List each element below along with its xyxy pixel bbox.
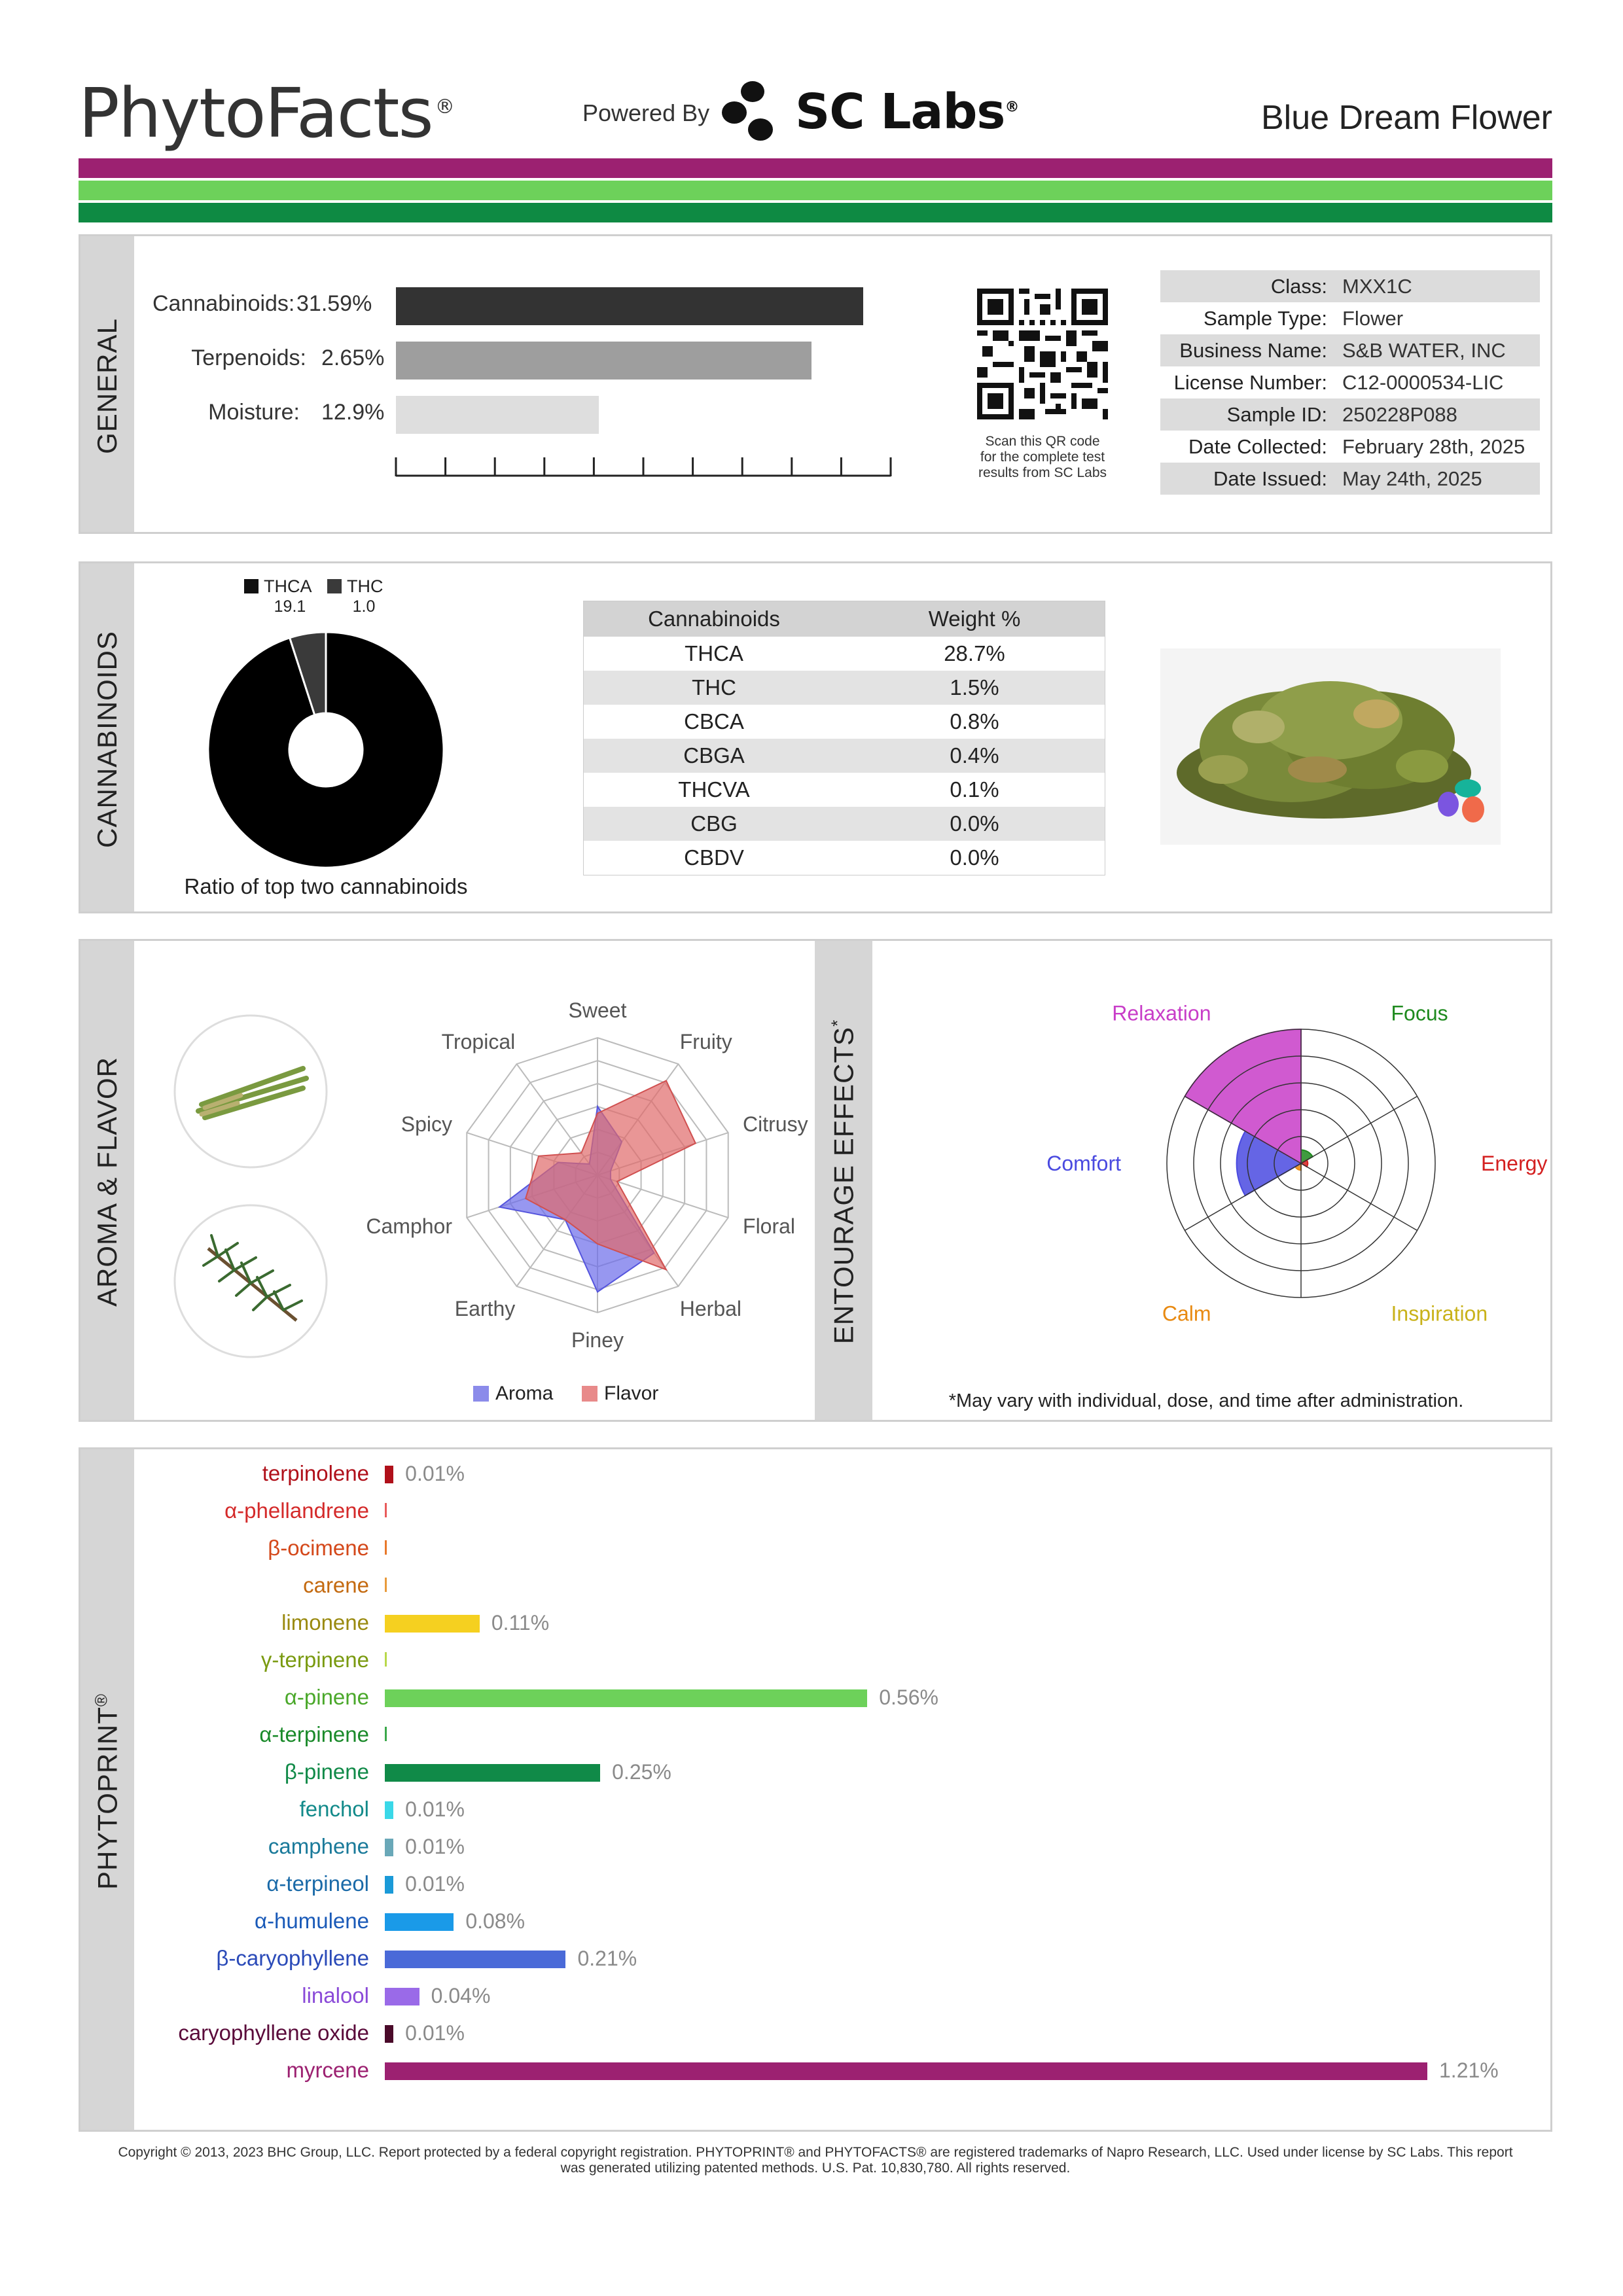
legend-label-thca: THCA — [264, 576, 312, 596]
legend-label-flavor: Flavor — [604, 1383, 659, 1404]
ratio-caption: Ratio of top two cannabinoids — [184, 874, 468, 898]
sc-labs-wordmark — [795, 84, 1018, 140]
terpenoids-bar — [396, 342, 812, 380]
terpene-name: α-humulene — [254, 1909, 369, 1933]
terpene-value-label: 0.01% — [405, 1835, 465, 1858]
moisture-label: Moisture: — [208, 400, 300, 425]
terpene-bar — [385, 1876, 393, 1894]
brand-logo — [79, 73, 454, 153]
terpene-value-label: 0.21% — [577, 1947, 637, 1970]
radar-series-flavor — [526, 1081, 696, 1270]
table-header-weight: Weight % — [928, 607, 1021, 631]
general-section-label: GENERAL — [92, 318, 122, 454]
cannabinoids-panel — [79, 561, 1552, 913]
terpene-name: limonene — [281, 1610, 369, 1634]
phytoprint-label-mark: ® — [91, 1693, 111, 1707]
terpene-name: terpinolene — [262, 1461, 369, 1485]
cannabinoids-sidebar — [80, 563, 134, 911]
terpene-bar — [385, 1615, 480, 1633]
info-value: February 28th, 2025 — [1342, 435, 1525, 458]
aroma-section-label: AROMA & FLAVOR — [92, 1057, 122, 1307]
terpene-name: β-pinene — [284, 1759, 369, 1784]
qr-code-icon[interactable] — [977, 289, 1108, 419]
info-value: Flower — [1342, 307, 1404, 330]
radar-axis-label: Herbal — [679, 1296, 742, 1320]
terpene-name: α-phellandrene — [224, 1498, 369, 1523]
terpene-name: caryophyllene oxide — [178, 2021, 369, 2045]
lemongrass-icon — [172, 1013, 329, 1170]
table-row — [584, 841, 1105, 875]
cannabinoids-value: 31.59% — [296, 291, 372, 316]
brand-mark: ® — [435, 96, 454, 119]
legend-label-aroma: Aroma — [495, 1383, 554, 1404]
terpene-name: α-terpinene — [259, 1722, 369, 1746]
polar-axis-label: Energy — [1481, 1152, 1548, 1175]
legend-label-thc: THC — [347, 576, 383, 596]
table-cell-weight: 0.0% — [950, 811, 999, 836]
pine-needles-icon — [172, 1203, 329, 1360]
table-row — [584, 739, 1105, 773]
entourage-polar-chart — [951, 980, 1548, 1347]
table-cell-weight: 1.5% — [950, 675, 999, 699]
terpene-bar — [385, 1540, 387, 1555]
polar-axis-label: Inspiration — [1391, 1301, 1488, 1326]
table-cell-name: THC — [692, 675, 736, 699]
cannabinoids-label: Cannabinoids: — [152, 291, 295, 316]
info-value: MXX1C — [1342, 275, 1412, 298]
terpene-name: γ-terpinene — [260, 1648, 369, 1672]
terpene-bar — [385, 1727, 387, 1741]
table-row — [584, 671, 1105, 705]
terpene-bar — [385, 2062, 1427, 2080]
cannabinoids-bar — [396, 287, 863, 325]
entourage-footnote: *May vary with individual, dose, and time after administration. — [948, 1390, 1464, 1411]
table-header-row — [584, 601, 1105, 637]
terpenoids-label: Terpenoids: — [191, 345, 306, 370]
info-key: Business Name: — [1179, 339, 1327, 362]
terpene-bar — [385, 1578, 387, 1592]
table-cell-name: CBDV — [684, 845, 744, 870]
general-panel — [79, 234, 1552, 534]
table-cell-weight: 0.1% — [950, 777, 999, 802]
general-sidebar — [80, 236, 134, 532]
aroma-flavor-radar-chart — [368, 987, 813, 1373]
info-key: Class: — [1270, 275, 1327, 298]
entourage-sidebar — [815, 941, 872, 1420]
terpene-bar — [385, 1913, 454, 1931]
radar-series — [499, 1081, 696, 1292]
moisture-bar — [396, 396, 599, 434]
phytoprint-sidebar — [80, 1449, 134, 2130]
table-row — [584, 705, 1105, 739]
terpene-value-label: 0.25% — [612, 1760, 671, 1784]
terpene-name: β-caryophyllene — [216, 1946, 369, 1970]
radar-axis-label: Floral — [743, 1214, 796, 1238]
terpene-bar — [385, 1689, 867, 1707]
table-header-cannabinoid: Cannabinoids — [648, 607, 780, 631]
terpene-bar — [385, 1839, 393, 1856]
info-key: Date Issued: — [1213, 467, 1327, 490]
lab-name: SC Labs — [795, 84, 1005, 140]
stripe-middle — [79, 181, 1552, 200]
copyright-footer — [79, 2145, 1552, 2176]
footer-line-2: was generated utilizing patented methods. U.S. Pat. 10,830,780. All rights reserved. — [560, 2161, 1071, 2176]
legend-swatch-thca — [244, 579, 259, 593]
phytoprint-section-label — [92, 1693, 124, 1890]
legend-value-thca: 19.1 — [274, 597, 306, 616]
terpene-name: carene — [303, 1573, 369, 1597]
info-value: C12-0000534-LIC — [1342, 371, 1504, 394]
flower-bud-image — [1160, 648, 1501, 845]
table-cell-weight: 0.4% — [950, 743, 999, 768]
stripe-bottom — [79, 203, 1552, 222]
terpene-bar — [385, 1503, 387, 1517]
terpene-value-label: 0.01% — [405, 1462, 465, 1485]
terpene-name: camphene — [268, 1834, 369, 1858]
terpene-name: α-pinene — [284, 1685, 369, 1709]
stripe-top — [79, 158, 1552, 178]
terpene-value-label: 1.21% — [1439, 2058, 1499, 2082]
radar-axis-label: Camphor — [366, 1214, 452, 1238]
legend-swatch-aroma — [473, 1386, 489, 1402]
powered-by-label: Powered By — [582, 99, 710, 126]
terpene-bar — [385, 1951, 565, 1968]
aroma-entourage-panel — [79, 939, 1552, 1422]
polar-axis-label: Calm — [1162, 1301, 1211, 1326]
polar-spoke — [1301, 1097, 1418, 1164]
lab-mark: ® — [1005, 99, 1019, 116]
general-scale-axis — [392, 456, 896, 482]
info-row-class — [1160, 270, 1540, 302]
entourage-label-text: ENTOURAGE EFFECTS — [828, 1026, 859, 1345]
ratio-legend — [244, 575, 440, 627]
terpenoids-value: 2.65% — [321, 345, 385, 370]
radar-axis-label: Earthy — [454, 1296, 516, 1320]
entourage-label-mark: * — [827, 1019, 847, 1027]
radar-legend — [473, 1378, 683, 1411]
table-cell-weight: 28.7% — [944, 641, 1005, 665]
info-row-date-collected — [1160, 431, 1540, 463]
radar-axis-label: Sweet — [568, 998, 627, 1022]
qr-caption-line-2: for the complete test — [980, 450, 1105, 465]
terpene-bar — [385, 1801, 393, 1819]
info-row-license-number — [1160, 366, 1540, 398]
product-name: Blue Dream Flower — [1260, 99, 1552, 137]
radar-axis-label: Tropical — [441, 1030, 516, 1054]
radar-axis-label: Piney — [571, 1328, 624, 1352]
terpene-value-label: 0.01% — [405, 1872, 465, 1896]
polar-axis-label: Comfort — [1046, 1152, 1121, 1175]
phytoprint-label-text: PHYTOPRINT — [92, 1706, 123, 1890]
info-row-sample-type — [1160, 302, 1540, 334]
polar-axis-label: Focus — [1391, 1001, 1448, 1025]
table-row — [584, 637, 1105, 671]
info-row-date-issued — [1160, 463, 1540, 495]
terpene-value-label: 0.08% — [465, 1909, 526, 1933]
terpene-name: linalool — [302, 1983, 369, 2007]
info-key: Sample ID: — [1226, 403, 1327, 426]
cannabinoids-section-label: CANNABINOIDS — [92, 631, 122, 848]
polar-axis-label: Relaxation — [1112, 1001, 1211, 1025]
table-cell-name: THCA — [685, 641, 743, 665]
radar-axis-label: Spicy — [401, 1112, 452, 1137]
table-row — [584, 807, 1105, 841]
radar-axis-label: Citrusy — [743, 1112, 808, 1137]
footer-line-1: Copyright © 2013, 2023 BHC Group, LLC. Report protected by a federal copyright registration. PHYTOPRINT® and PHYTOFACTS® are registered trademarks of Napro Research, LLC. Used under license by SC Labs. This report — [118, 2145, 1513, 2160]
terpene-name: β-ocimene — [268, 1536, 369, 1560]
qr-caption-line-1: Scan this QR code — [985, 434, 1100, 449]
info-key: Sample Type: — [1204, 307, 1327, 330]
table-row — [584, 773, 1105, 807]
info-key: License Number: — [1173, 371, 1327, 394]
legend-swatch-flavor — [582, 1386, 597, 1402]
table-cell-name: CBG — [690, 811, 738, 836]
table-cell-weight: 0.0% — [950, 845, 999, 870]
radar-axis-label: Fruity — [679, 1030, 732, 1054]
legend-swatch-thc — [327, 579, 342, 593]
terpene-bar — [385, 1652, 387, 1667]
info-row-sample-id — [1160, 398, 1540, 431]
terpene-bar — [385, 1988, 419, 2005]
terpene-value-label: 0.01% — [405, 1797, 465, 1821]
terpene-bar — [385, 1764, 600, 1782]
terpene-value-label: 0.11% — [491, 1611, 550, 1634]
terpene-name: fenchol — [299, 1797, 369, 1821]
table-cell-name: CBGA — [683, 743, 745, 768]
info-row-business-name — [1160, 334, 1540, 366]
info-value: 250228P088 — [1342, 403, 1457, 426]
terpene-name: α-terpineol — [266, 1871, 369, 1896]
phytoprint-panel — [79, 1447, 1552, 2132]
terpene-name: myrcene — [286, 2058, 369, 2082]
info-value: May 24th, 2025 — [1342, 467, 1482, 490]
brand-name: PhytoFacts — [79, 73, 433, 153]
polar-spoke — [1301, 1163, 1418, 1231]
terpene-bar — [385, 2025, 393, 2043]
table-cell-name: CBCA — [684, 709, 744, 733]
info-value: S&B WATER, INC — [1342, 339, 1506, 362]
table-cell-weight: 0.8% — [950, 709, 999, 733]
terpene-value-label: 0.01% — [405, 2021, 465, 2045]
cannabinoid-table — [583, 601, 1105, 875]
ratio-donut-chart — [205, 629, 447, 871]
terpene-bar — [385, 1466, 393, 1483]
aroma-sidebar — [80, 941, 134, 1420]
terpene-value-label: 0.04% — [431, 1984, 491, 2007]
sc-labs-logo-icon — [720, 79, 785, 144]
polar-sectors — [1185, 1029, 1312, 1195]
entourage-section-label — [828, 1019, 860, 1344]
terpene-value-label: 0.56% — [879, 1686, 938, 1709]
qr-caption-line-3: results from SC Labs — [978, 465, 1107, 480]
table-cell-name: THCVA — [678, 777, 750, 802]
info-key: Date Collected: — [1188, 435, 1327, 458]
legend-value-thc: 1.0 — [352, 597, 376, 616]
moisture-value: 12.9% — [321, 400, 385, 425]
qr-caption — [951, 434, 1134, 481]
